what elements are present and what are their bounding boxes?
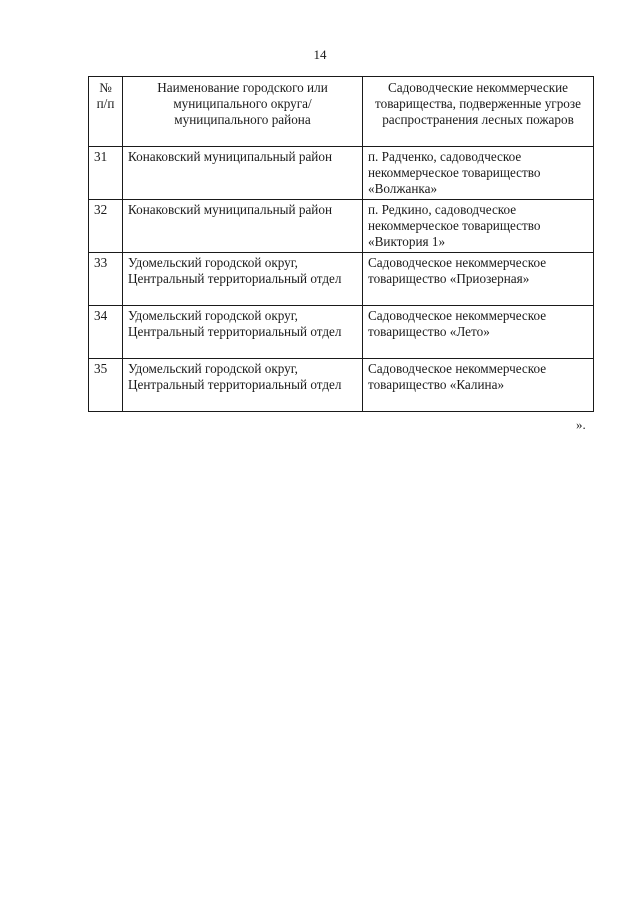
row-snt: Садоводческое некоммерческое товарищество «Калина» (363, 359, 594, 412)
header-snt: Садоводческие некоммерческие товарищества, подверженные угрозе распространения лесных пожаров (363, 77, 594, 147)
row-district: Удомельский городской округ, Центральный территориальный отдел (123, 306, 363, 359)
row-district: Удомельский городской округ, Центральный территориальный отдел (123, 253, 363, 306)
row-district: Конаковский муниципальный район (123, 200, 363, 253)
row-num: 32 (89, 200, 123, 253)
table-row (89, 306, 594, 359)
table-header-row (89, 77, 594, 147)
row-num: 35 (89, 359, 123, 412)
table-row (89, 200, 594, 253)
row-snt: Садоводческое некоммерческое товарищество «Лето» (363, 306, 594, 359)
row-num: 34 (89, 306, 123, 359)
page-number: 14 (313, 47, 327, 62)
row-snt: Садоводческое некоммерческое товарищество «Приозерная» (363, 253, 594, 306)
row-snt: п. Радченко, садоводческое некоммерческое товарищество «Волжанка» (363, 147, 594, 200)
row-snt: п. Редкино, садоводческое некоммерческое товарищество «Виктория 1» (363, 200, 594, 253)
table-row (89, 147, 594, 200)
row-num: 33 (89, 253, 123, 306)
closing-quote-mark: ». (576, 417, 586, 432)
snt-fire-risk-table (88, 76, 594, 412)
table-row (89, 359, 594, 412)
row-num: 31 (89, 147, 123, 200)
table-row (89, 253, 594, 306)
header-name: Наименование городского или муниципального округа/муниципального района (123, 77, 363, 147)
row-district: Удомельский городской округ, Центральный территориальный отдел (123, 359, 363, 412)
header-num: № п/п (89, 77, 123, 147)
row-district: Конаковский муниципальный район (123, 147, 363, 200)
